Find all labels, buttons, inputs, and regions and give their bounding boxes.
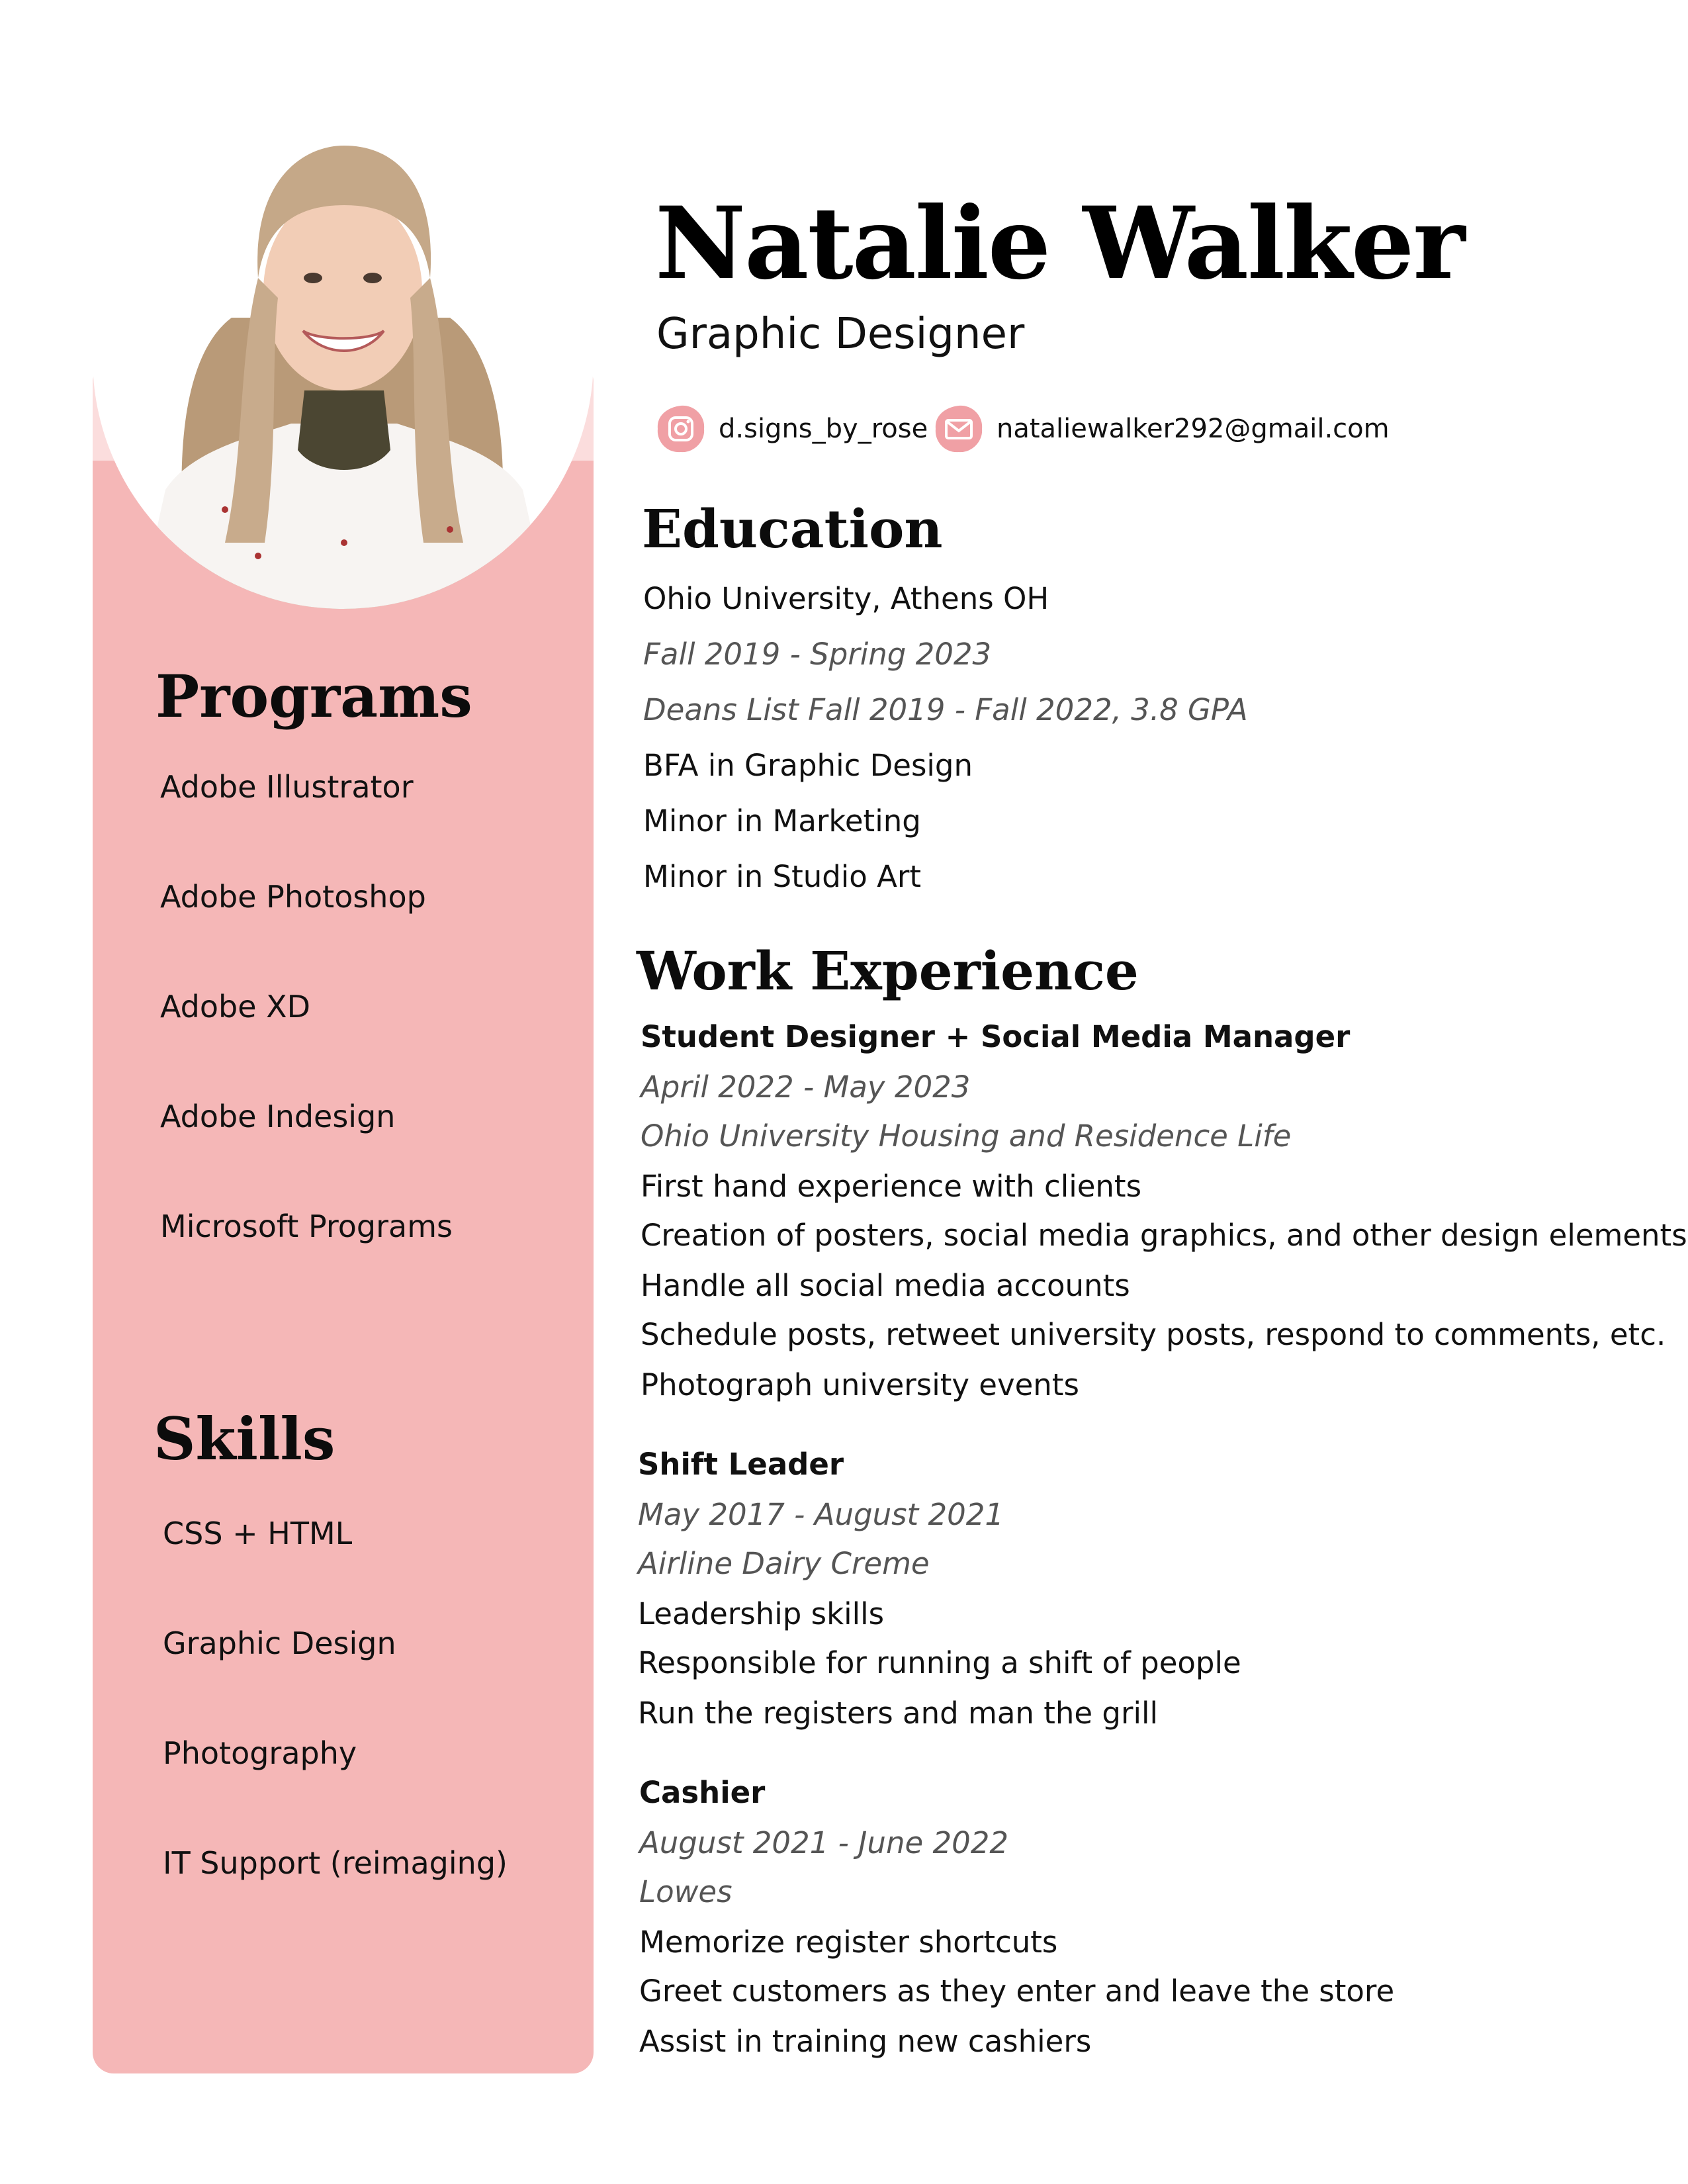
job-role: Student Designer + Social Media Manager	[641, 1019, 1351, 1054]
job-duty: Schedule posts, retweet university posts, respond to comments, etc.	[641, 1317, 1666, 1352]
skill-item: Photography	[163, 1735, 357, 1771]
job-dates: August 2021 - June 2022	[639, 1825, 1008, 1860]
program-item: Microsoft Programs	[160, 1208, 453, 1244]
job-title: Graphic Designer	[656, 310, 1025, 359]
job-role: Cashier	[639, 1775, 766, 1810]
skill-item: CSS + HTML	[163, 1516, 353, 1551]
portrait-illustration	[93, 79, 594, 609]
education-heading: Education	[642, 498, 943, 560]
program-item: Adobe Illustrator	[160, 769, 414, 805]
job-duty: First hand experience with clients	[641, 1169, 1142, 1204]
programs-heading: Programs	[155, 662, 472, 731]
job-role: Shift Leader	[638, 1447, 844, 1482]
education-minor: Minor in Studio Art	[643, 859, 922, 894]
email-contact[interactable]	[933, 402, 1390, 455]
education-minor: Minor in Marketing	[643, 803, 921, 839]
education-school: Ohio University, Athens OH	[643, 581, 1049, 616]
job-duty: Assist in training new cashiers	[639, 2024, 1092, 2059]
job-duty: Photograph university events	[641, 1367, 1079, 1402]
job-duty: Responsible for running a shift of people	[638, 1645, 1241, 1680]
job-dates: May 2017 - August 2021	[638, 1497, 1004, 1532]
work-heading: Work Experience	[637, 940, 1139, 1002]
person-name: Natalie Walker	[655, 185, 1464, 302]
job-org: Ohio University Housing and Residence Life	[641, 1118, 1292, 1154]
job-dates: April 2022 - May 2023	[641, 1069, 971, 1105]
job-duty: Handle all social media accounts	[641, 1268, 1130, 1303]
mail-icon	[933, 403, 985, 455]
job-duty: Greet customers as they enter and leave the store	[639, 1974, 1395, 2009]
instagram-icon	[655, 403, 707, 455]
job-duty: Run the registers and man the grill	[638, 1696, 1158, 1731]
skill-item: IT Support (reimaging)	[163, 1845, 508, 1881]
skill-item: Graphic Design	[163, 1625, 396, 1661]
profile-photo	[93, 79, 594, 609]
email-address: nataliewalker292@gmail.com	[997, 414, 1390, 444]
education-honors: Deans List Fall 2019 - Fall 2022, 3.8 GPA	[643, 692, 1248, 727]
instagram-handle: d.signs_by_rose	[719, 414, 928, 444]
job-org: Airline Dairy Creme	[638, 1546, 930, 1581]
job-duty: Leadership skills	[638, 1596, 885, 1631]
program-item: Adobe Indesign	[160, 1099, 396, 1134]
skills-heading: Skills	[154, 1404, 335, 1473]
program-item: Adobe Photoshop	[160, 879, 426, 915]
program-item: Adobe XD	[160, 989, 311, 1024]
instagram-contact[interactable]	[655, 402, 928, 455]
education-degree: BFA in Graphic Design	[643, 748, 973, 783]
job-duty: Memorize register shortcuts	[639, 1925, 1058, 1960]
job-duty: Creation of posters, social media graphics, and other design elements	[641, 1218, 1687, 1253]
education-dates: Fall 2019 - Spring 2023	[643, 637, 992, 672]
job-org: Lowes	[639, 1874, 733, 1909]
